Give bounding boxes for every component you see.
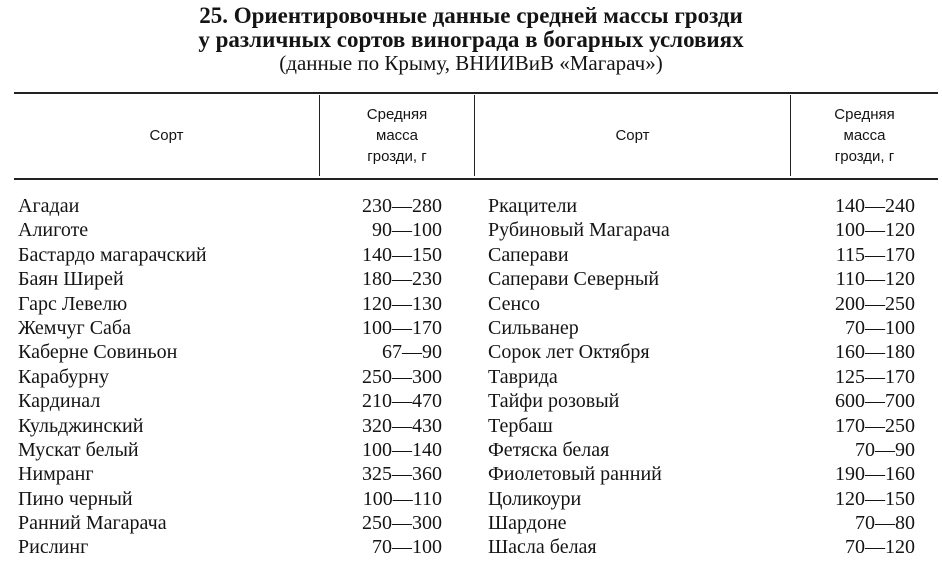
mass-cell: 250—300 xyxy=(362,365,442,388)
mass-cell: 67—90 xyxy=(382,341,442,364)
mass-cell: 70—90 xyxy=(855,438,915,461)
variety-cell: Алиготе xyxy=(18,219,89,242)
header-mass-line-1: Средняя xyxy=(366,106,428,123)
variety-cell: Шардоне xyxy=(488,512,567,535)
right-mass-column xyxy=(791,194,915,560)
table-title-line-2: у различных сортов винограда в богарных условиях xyxy=(198,27,744,52)
variety-cell: Пино черный xyxy=(18,487,133,510)
mass-cell: 70—100 xyxy=(372,536,442,559)
variety-cell: Мускат белый xyxy=(18,438,139,461)
mass-cell: 90—100 xyxy=(372,219,442,242)
mass-cell: 320—430 xyxy=(362,414,442,437)
mass-cell: 100—120 xyxy=(835,219,915,242)
variety-cell: Саперави Северный xyxy=(488,268,660,291)
mass-cell: 190—160 xyxy=(835,463,915,486)
variety-cell: Каберне Совиньон xyxy=(18,341,178,364)
variety-cell: Сильванер xyxy=(488,316,579,339)
left-variety-column xyxy=(18,194,318,560)
variety-cell: Карабурну xyxy=(18,365,109,388)
variety-cell: Агадаи xyxy=(18,195,80,217)
header-mass-right xyxy=(791,95,938,176)
variety-cell: Ранний Магарача xyxy=(18,512,167,535)
mass-cell: 70—120 xyxy=(845,536,915,559)
variety-cell: Баян Ширей xyxy=(18,268,124,291)
mass-cell: 180—230 xyxy=(362,268,442,291)
variety-cell: Рубиновый Магарача xyxy=(488,219,670,242)
variety-cell: Гарс Левелю xyxy=(18,292,128,315)
header-mass-line-1: Средняя xyxy=(834,106,895,123)
mass-cell: 70—80 xyxy=(855,512,915,535)
variety-cell: Тайфи розовый xyxy=(488,390,620,413)
variety-cell: Ркацители xyxy=(488,195,578,217)
variety-cell: Цоликоури xyxy=(488,487,582,510)
header-variety-right xyxy=(475,95,790,176)
mass-cell: 115—170 xyxy=(835,243,915,266)
header-bottom-rule xyxy=(14,178,938,180)
header-mass-line-2: масса xyxy=(376,127,418,144)
mass-cell: 600—700 xyxy=(835,390,915,413)
mass-cell: 70—100 xyxy=(845,316,915,339)
variety-cell: Бастардо магарачский xyxy=(18,243,207,266)
variety-cell: Фетяска белая xyxy=(488,438,610,461)
header-mass-line-3: грозди, г xyxy=(367,148,427,165)
header-mass-left xyxy=(320,95,474,176)
variety-cell: Фиолетовый ранний xyxy=(488,463,662,486)
table-title-line-1: 25. Ориентировочные данные средней массы грозди xyxy=(199,3,743,28)
mass-cell: 210—470 xyxy=(362,390,442,413)
variety-cell: Кульджинский xyxy=(18,414,144,437)
variety-cell: Нимранг xyxy=(18,463,94,486)
variety-cell: Сорок лет Октября xyxy=(488,341,650,364)
variety-cell: Сенсо xyxy=(488,292,541,315)
variety-cell: Кардинал xyxy=(18,390,101,413)
mass-cell: 230—280 xyxy=(362,195,442,217)
variety-cell: Таврида xyxy=(488,365,558,388)
mass-cell: 140—150 xyxy=(362,243,442,266)
variety-cell: Шасла белая xyxy=(488,536,597,559)
variety-cell: Рислинг xyxy=(18,536,89,559)
header-mass-line-2: масса xyxy=(843,127,886,144)
table-source-line: (данные по Крыму, ВНИИВиВ «Магарач») xyxy=(279,51,663,75)
mass-cell: 325—360 xyxy=(362,463,442,486)
left-mass-column xyxy=(320,194,442,560)
mass-cell: 100—170 xyxy=(362,316,442,339)
mass-cell: 120—150 xyxy=(835,487,915,510)
table-top-rule xyxy=(14,92,938,94)
mass-cell: 250—300 xyxy=(362,512,442,535)
mass-cell: 120—130 xyxy=(362,292,442,315)
right-variety-column xyxy=(488,194,788,560)
mass-cell: 100—110 xyxy=(362,487,442,510)
variety-cell: Тербаш xyxy=(488,414,553,437)
mass-cell: 100—140 xyxy=(362,438,442,461)
mass-cell: 125—170 xyxy=(835,365,915,388)
mass-cell: 200—250 xyxy=(835,292,915,315)
mass-cell: 140—240 xyxy=(835,195,915,217)
mass-cell: 170—250 xyxy=(835,414,915,437)
header-variety-label: Сорт xyxy=(149,127,184,144)
header-mass-line-3: грозди, г xyxy=(834,148,895,165)
header-variety-label: Сорт xyxy=(615,127,650,144)
mass-cell: 160—180 xyxy=(835,341,915,364)
variety-cell: Жемчуг Саба xyxy=(18,316,131,339)
variety-cell: Саперави xyxy=(488,243,569,266)
header-variety-left xyxy=(14,95,319,176)
mass-cell: 110—120 xyxy=(835,268,915,291)
